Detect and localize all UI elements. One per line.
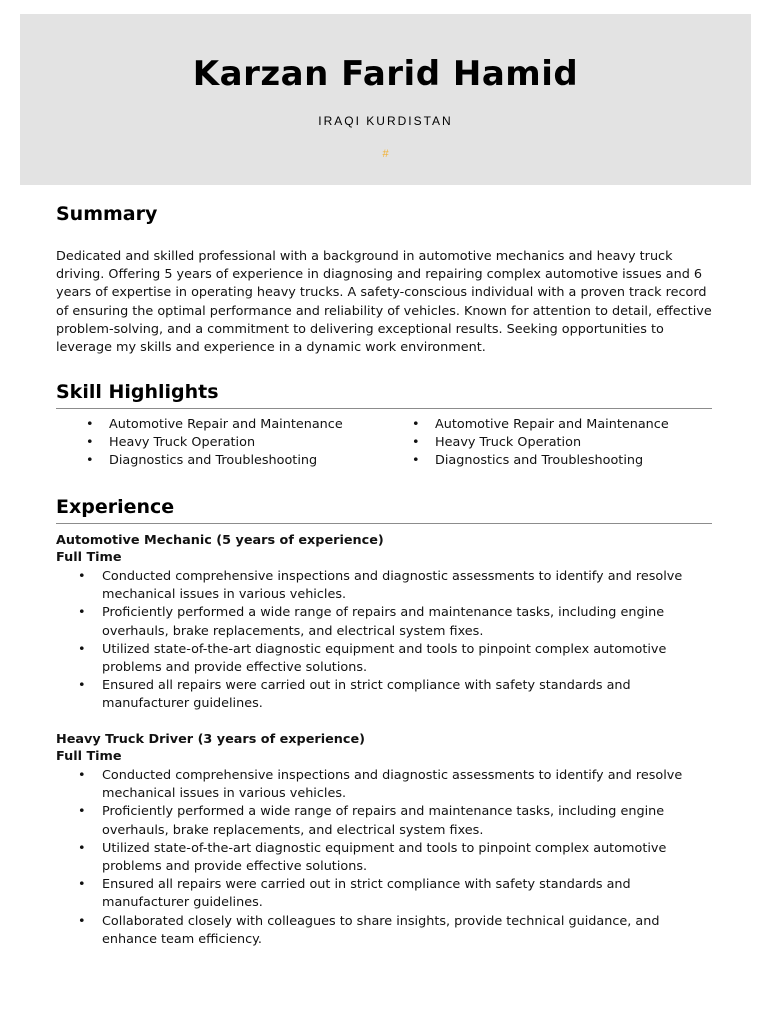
skills-heading: Skill Highlights [56, 381, 219, 403]
skill-item: • Automotive Repair and Maintenance [86, 416, 343, 434]
job-bullet: • Conducted comprehensive inspections and diagnostic assessments to identify and resolve mechanical issues in various vehicles. [78, 568, 718, 604]
experience-heading: Experience [56, 496, 175, 518]
job-bullet: • Collaborated closely with colleagues to share insights, provide technical guidance, and enhance team efficiency. [78, 913, 718, 949]
skills-list-left [86, 416, 343, 471]
job-type: Full Time [56, 550, 122, 565]
candidate-name: Karzan Farid Hamid [192, 54, 579, 94]
skill-item: • Heavy Truck Operation [412, 434, 669, 452]
job-bullet: • Utilized state-of-the-art diagnostic equipment and tools to pinpoint complex automotive problems and provide effective solutions. [78, 641, 718, 677]
experience-divider [56, 523, 712, 524]
job-title: Heavy Truck Driver (3 years of experience) [56, 732, 365, 747]
skill-item: • Heavy Truck Operation [86, 434, 343, 452]
skill-item: • Diagnostics and Troubleshooting [412, 452, 669, 470]
summary-text: Dedicated and skilled professional with a background in automotive mechanics and heavy truck driving. Offering 5 years of experience in diagnosing and repairing complex automotive issues and 6 years of expertise in operating heavy trucks. A safety-conscious individual with a proven track record of ensuring the optimal performance and reliability of vehicles. Known for attention to detail, effective problem-solving, and a commitment to delivering exceptional results. Seeking opportunities to leverage my skills and experience in a dynamic work environment. [56, 249, 712, 356]
job-bullet: • Conducted comprehensive inspections and diagnostic assessments to identify and resolve mechanical issues in various vehicles. [78, 767, 718, 803]
resume-header [20, 14, 751, 185]
job-bullets [78, 568, 718, 714]
job-type: Full Time [56, 749, 122, 764]
candidate-location: IRAQI KURDISTAN [318, 114, 453, 128]
job-title: Automotive Mechanic (5 years of experience) [56, 533, 384, 548]
skill-item: • Diagnostics and Troubleshooting [86, 452, 343, 470]
job-bullets [78, 767, 718, 949]
skills-divider [56, 408, 712, 409]
job-bullet: • Ensured all repairs were carried out in strict compliance with safety standards and manufacturer guidelines. [78, 876, 718, 912]
contact-link[interactable]: # [382, 148, 389, 160]
job-bullet: • Proficiently performed a wide range of repairs and maintenance tasks, including engine overhauls, brake replacements, and electrical system fixes. [78, 604, 718, 640]
summary-heading: Summary [56, 203, 158, 225]
job-bullet: • Ensured all repairs were carried out in strict compliance with safety standards and manufacturer guidelines. [78, 677, 718, 713]
skills-list-right [412, 416, 669, 471]
skill-item: • Automotive Repair and Maintenance [412, 416, 669, 434]
job-bullet: • Utilized state-of-the-art diagnostic equipment and tools to pinpoint complex automotive problems and provide effective solutions. [78, 840, 718, 876]
job-bullet: • Proficiently performed a wide range of repairs and maintenance tasks, including engine overhauls, brake replacements, and electrical system fixes. [78, 803, 718, 839]
